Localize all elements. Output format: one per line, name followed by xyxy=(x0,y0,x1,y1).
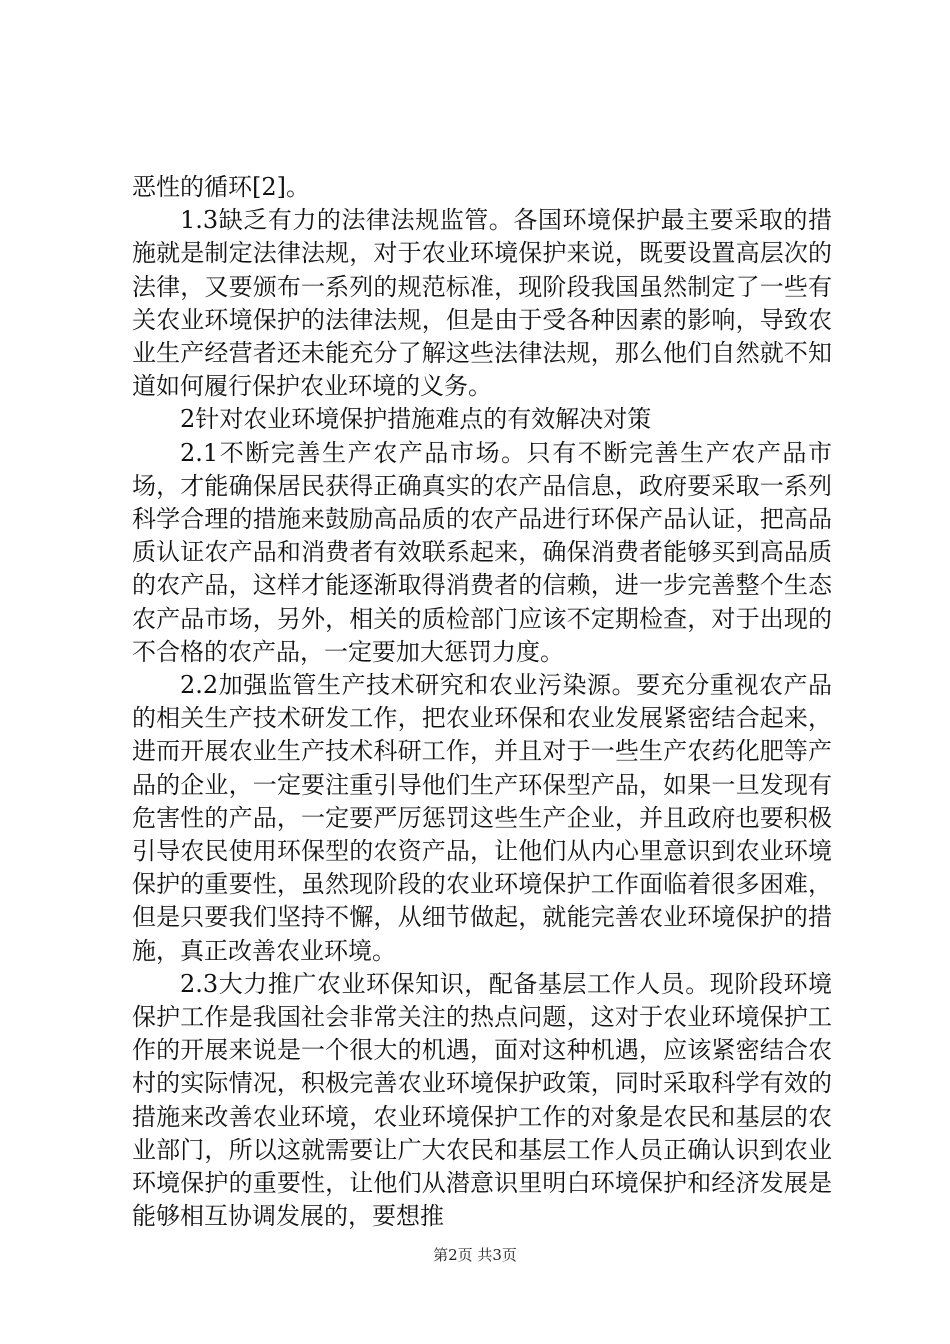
section-heading-2: 2针对农业环境保护措施难点的有效解决对策 xyxy=(180,405,652,434)
paragraph-2-1: 2.1不断完善生产农产品市场。只有不断完善生产农产品市场，才能确保居民获得正确真实的农产品信息，政府要采取一系列科学合理的措施来鼓励高品质的农产品进行环保产品认证，把高品质认证农产品和消费者有效联系起来，确保消费者能够买到高品质的农产品，这样才能逐渐取得消费者的信赖，进一步完善整个生态农产品市场，另外，相关的质检部门应该不定期检查，对于出现的不合格的农产品，一定要加大惩罚力度。 xyxy=(132,438,832,666)
paragraph-continuation: 恶性的循环[2]。 xyxy=(132,173,310,201)
paragraph-2-3: 2.3大力推广农业环保知识，配备基层工作人员。现阶段环境保护工作是我国社会非常关注的热点问题，这对于农业环境保护工作的开展来说是一个很大的机遇，面对这种机遇，应该紧密结合农村的实际情况，积极完善农业环境保护政策，同时采取科学有效的措施来改善农业环境，农业环境保护工作的对象是农民和基层的农业部门，所以这就需要让广大农民和基层工作人员正确认识到农业环境保护的重要性，让他们从潜意识里明白环境保护和经济发展是能够相互协调发展的，要想推 xyxy=(132,969,832,1231)
page-footer: 第2页 共3页 xyxy=(433,1246,517,1264)
paragraph-1-3: 1.3缺乏有力的法律法规监管。各国环境保护最主要采取的措施就是制定法律法规，对于农业环境保护来说，既要设置高层次的法律，又要颁布一系列的规范标准，现阶段我国虽然制定了一些有关农业环境保护的法律法规，但是由于受各种因素的影响，导致农业生产经营者还未能充分了解这些法律法规，那么他们自然就不知道如何履行保护农业环境的义务。 xyxy=(132,206,832,401)
paragraph-2-2: 2.2加强监管生产技术研究和农业污染源。要充分重视农产品的相关生产技术研发工作，把农业环保和农业发展紧密结合起来，进而开展农业生产技术科研工作，并且对于一些生产农药化肥等产品的企业，一定要注重引导他们生产环保型产品，如果一旦发现有危害性的产品，一定要严厉惩罚这些生产企业，并且政府也要积极引导农民使用环保型的农资产品，让他们从内心里意识到农业环境保护的重要性，虽然现阶段的农业环境保护工作面临着很多困难，但是只要我们坚持不懈，从细节做起，就能完善农业环境保护的措施，真正改善农业环境。 xyxy=(132,671,832,965)
body-text xyxy=(132,171,832,1234)
